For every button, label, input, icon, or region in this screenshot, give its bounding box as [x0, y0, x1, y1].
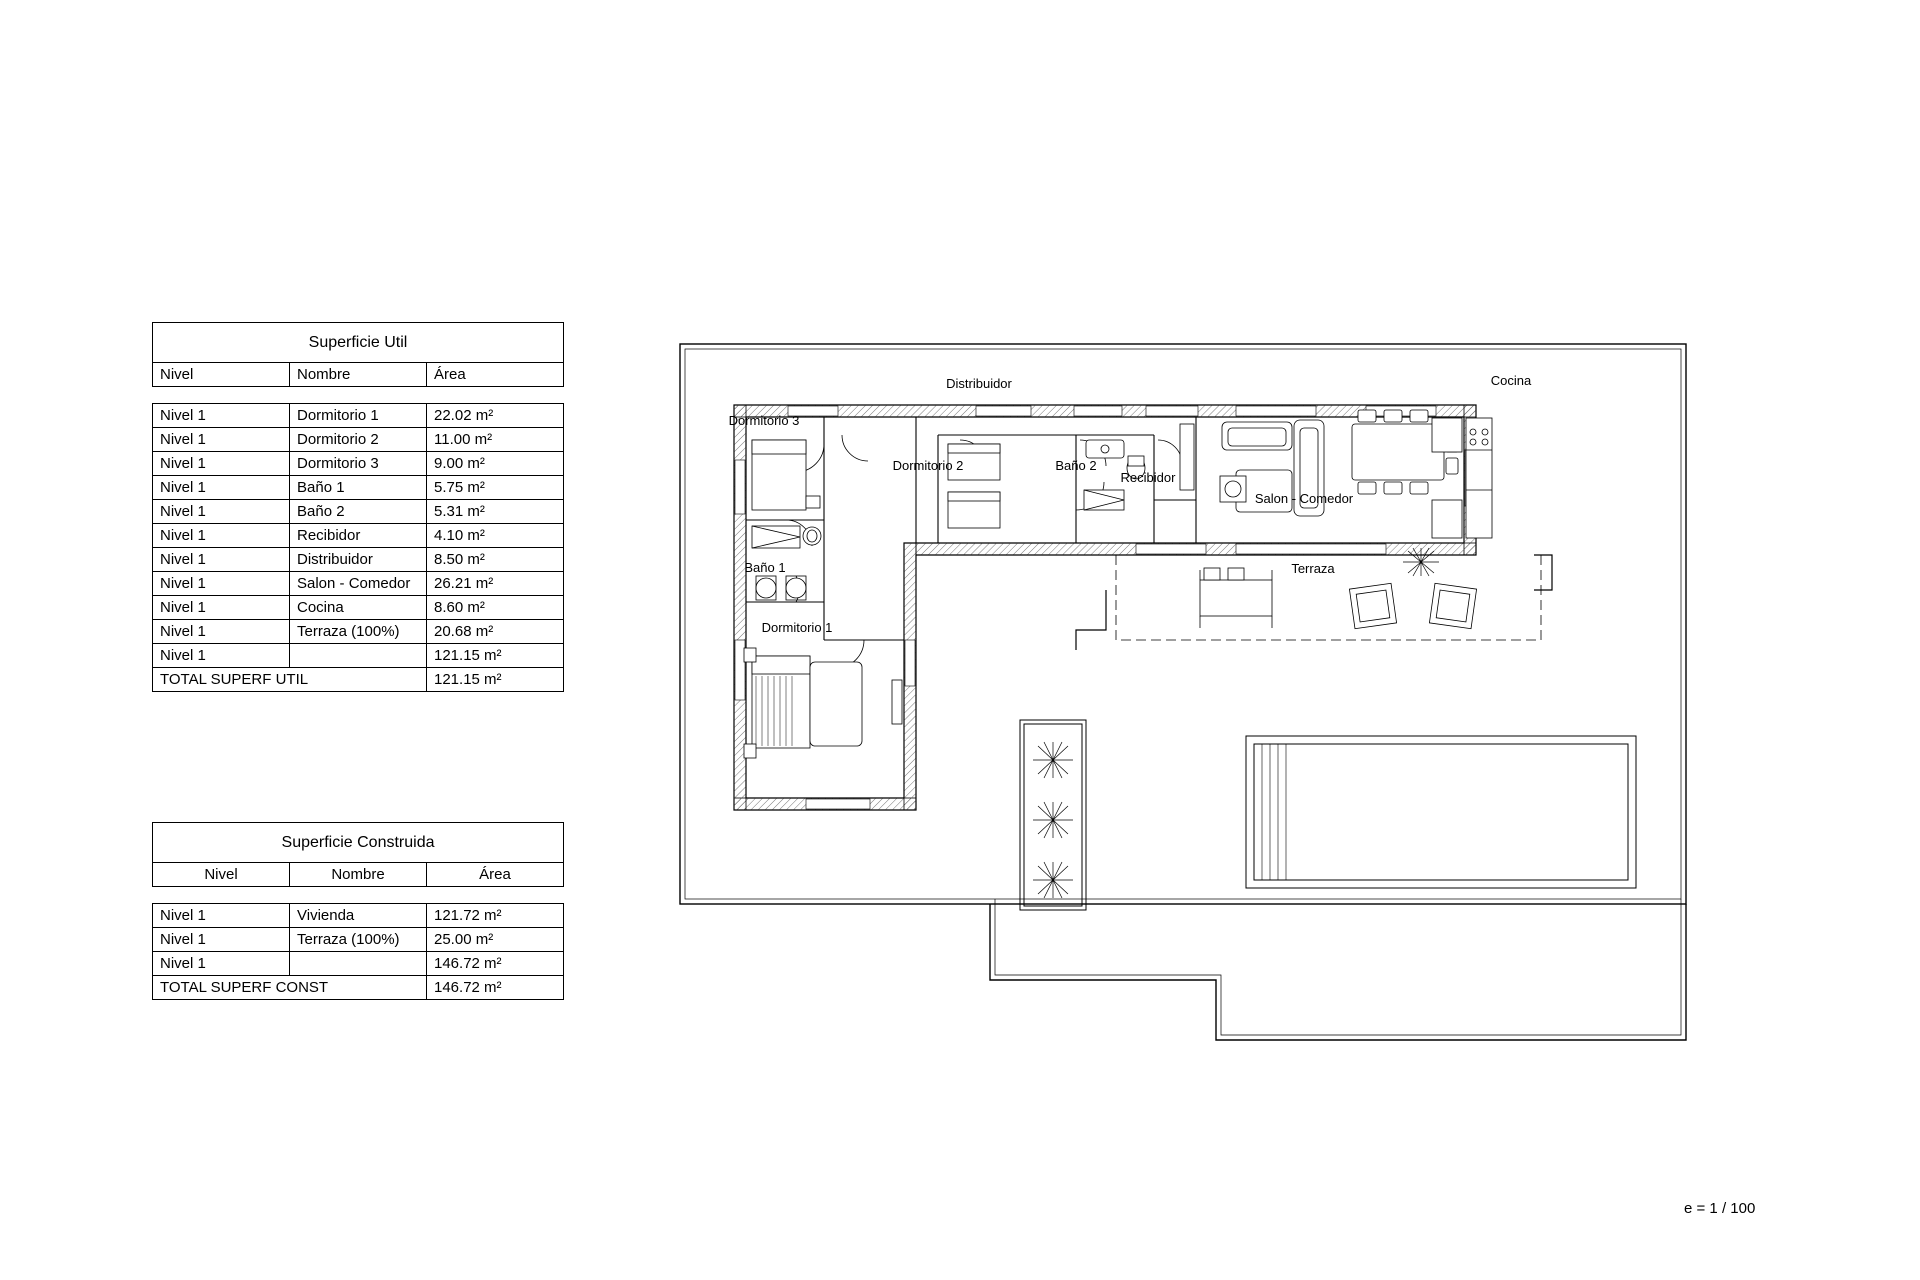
cell-area: 9.00 m²	[427, 452, 564, 476]
plan-label-terraza: Terraza	[1291, 561, 1335, 576]
cell-nombre: Terraza (100%)	[290, 928, 427, 952]
plan-label-dormitorio-2: Dormitorio 2	[892, 458, 964, 473]
superficie-construida-table	[152, 822, 564, 1000]
table-row	[153, 904, 564, 928]
const-header-nombre: Nombre	[290, 863, 427, 887]
superficie-util-schedule	[152, 322, 564, 692]
util-spacer-row	[153, 387, 564, 404]
superficie-util-table	[152, 322, 564, 692]
cell-nivel: Nivel 1	[153, 428, 290, 452]
cell-nombre: Dormitorio 1	[290, 404, 427, 428]
util-header-nivel: Nivel	[153, 363, 290, 387]
cell-nombre: Salon - Comedor	[290, 572, 427, 596]
util-header-row	[153, 363, 564, 387]
table-row	[153, 572, 564, 596]
table-row	[153, 620, 564, 644]
cell-nivel: Nivel 1	[153, 596, 290, 620]
const-total-area: 146.72 m²	[427, 976, 564, 1000]
const-title: Superficie Construida	[153, 823, 564, 863]
util-total-row	[153, 668, 564, 692]
util-total-area: 121.15 m²	[427, 668, 564, 692]
cell-area: 26.21 m²	[427, 572, 564, 596]
cell-nombre: Baño 2	[290, 500, 427, 524]
cell-nivel: Nivel 1	[153, 524, 290, 548]
plan-label-bano-1: Baño 1	[744, 560, 786, 575]
cell-area: 11.00 m²	[427, 428, 564, 452]
const-total-row	[153, 976, 564, 1000]
util-header-nombre: Nombre	[290, 363, 427, 387]
cell-area: 4.10 m²	[427, 524, 564, 548]
const-subtotal-area: 146.72 m²	[427, 952, 564, 976]
cell-nivel: Nivel 1	[153, 500, 290, 524]
util-subtotal-nivel: Nivel 1	[153, 644, 290, 668]
table-row	[153, 428, 564, 452]
table-row	[153, 596, 564, 620]
cell-nivel: Nivel 1	[153, 452, 290, 476]
plan-label-recibidor: Recibidor	[1120, 470, 1176, 485]
cell-nombre: Dormitorio 3	[290, 452, 427, 476]
cell-area: 25.00 m²	[427, 928, 564, 952]
cell-nivel: Nivel 1	[153, 928, 290, 952]
cell-nivel: Nivel 1	[153, 476, 290, 500]
cell-area: 22.02 m²	[427, 404, 564, 428]
table-row	[153, 452, 564, 476]
cell-nombre: Dormitorio 2	[290, 428, 427, 452]
table-row	[153, 500, 564, 524]
plan-label-dormitorio-1: Dormitorio 1	[761, 620, 833, 635]
table-row	[153, 928, 564, 952]
util-subtotal-nombre	[290, 644, 427, 668]
plan-label-dormitorio-3: Dormitorio 3	[728, 413, 800, 428]
cell-nombre: Distribuidor	[290, 548, 427, 572]
plan-label-cocina: Cocina	[1490, 373, 1532, 388]
util-title: Superficie Util	[153, 323, 564, 363]
cell-nivel: Nivel 1	[153, 572, 290, 596]
util-header-area: Área	[427, 363, 564, 387]
superficie-construida-schedule	[152, 822, 564, 1000]
cell-nombre: Terraza (100%)	[290, 620, 427, 644]
const-subtotal-row	[153, 952, 564, 976]
cell-nivel: Nivel 1	[153, 904, 290, 928]
cell-area: 20.68 m²	[427, 620, 564, 644]
util-subtotal-area: 121.15 m²	[427, 644, 564, 668]
cell-nivel: Nivel 1	[153, 404, 290, 428]
const-total-label: TOTAL SUPERF CONST	[153, 976, 427, 1000]
floor-plan-drawing	[676, 340, 1756, 1060]
const-subtotal-nombre	[290, 952, 427, 976]
const-header-row	[153, 863, 564, 887]
const-spacer-row	[153, 887, 564, 904]
cell-area: 121.72 m²	[427, 904, 564, 928]
cell-nombre: Cocina	[290, 596, 427, 620]
plan-label-salon-comedor: Salon - Comedor	[1254, 491, 1354, 506]
const-title-row	[153, 823, 564, 863]
cell-nivel: Nivel 1	[153, 620, 290, 644]
const-header-nivel: Nivel	[153, 863, 290, 887]
table-row	[153, 548, 564, 572]
util-total-label: TOTAL SUPERF UTIL	[153, 668, 427, 692]
util-title-row	[153, 323, 564, 363]
cell-area: 8.50 m²	[427, 548, 564, 572]
plan-label-distribuidor: Distribuidor	[946, 376, 1012, 391]
table-row	[153, 524, 564, 548]
cell-nivel: Nivel 1	[153, 548, 290, 572]
table-row	[153, 476, 564, 500]
cell-area: 5.75 m²	[427, 476, 564, 500]
util-subtotal-row	[153, 644, 564, 668]
cell-nombre: Baño 1	[290, 476, 427, 500]
cell-nombre: Recibidor	[290, 524, 427, 548]
scale-note: e = 1 / 100	[1684, 1200, 1756, 1217]
cell-nombre: Vivienda	[290, 904, 427, 928]
table-row	[153, 404, 564, 428]
const-header-area: Área	[427, 863, 564, 887]
cell-area: 8.60 m²	[427, 596, 564, 620]
plan-label-bano-2: Baño 2	[1055, 458, 1097, 473]
const-subtotal-nivel: Nivel 1	[153, 952, 290, 976]
cell-area: 5.31 m²	[427, 500, 564, 524]
